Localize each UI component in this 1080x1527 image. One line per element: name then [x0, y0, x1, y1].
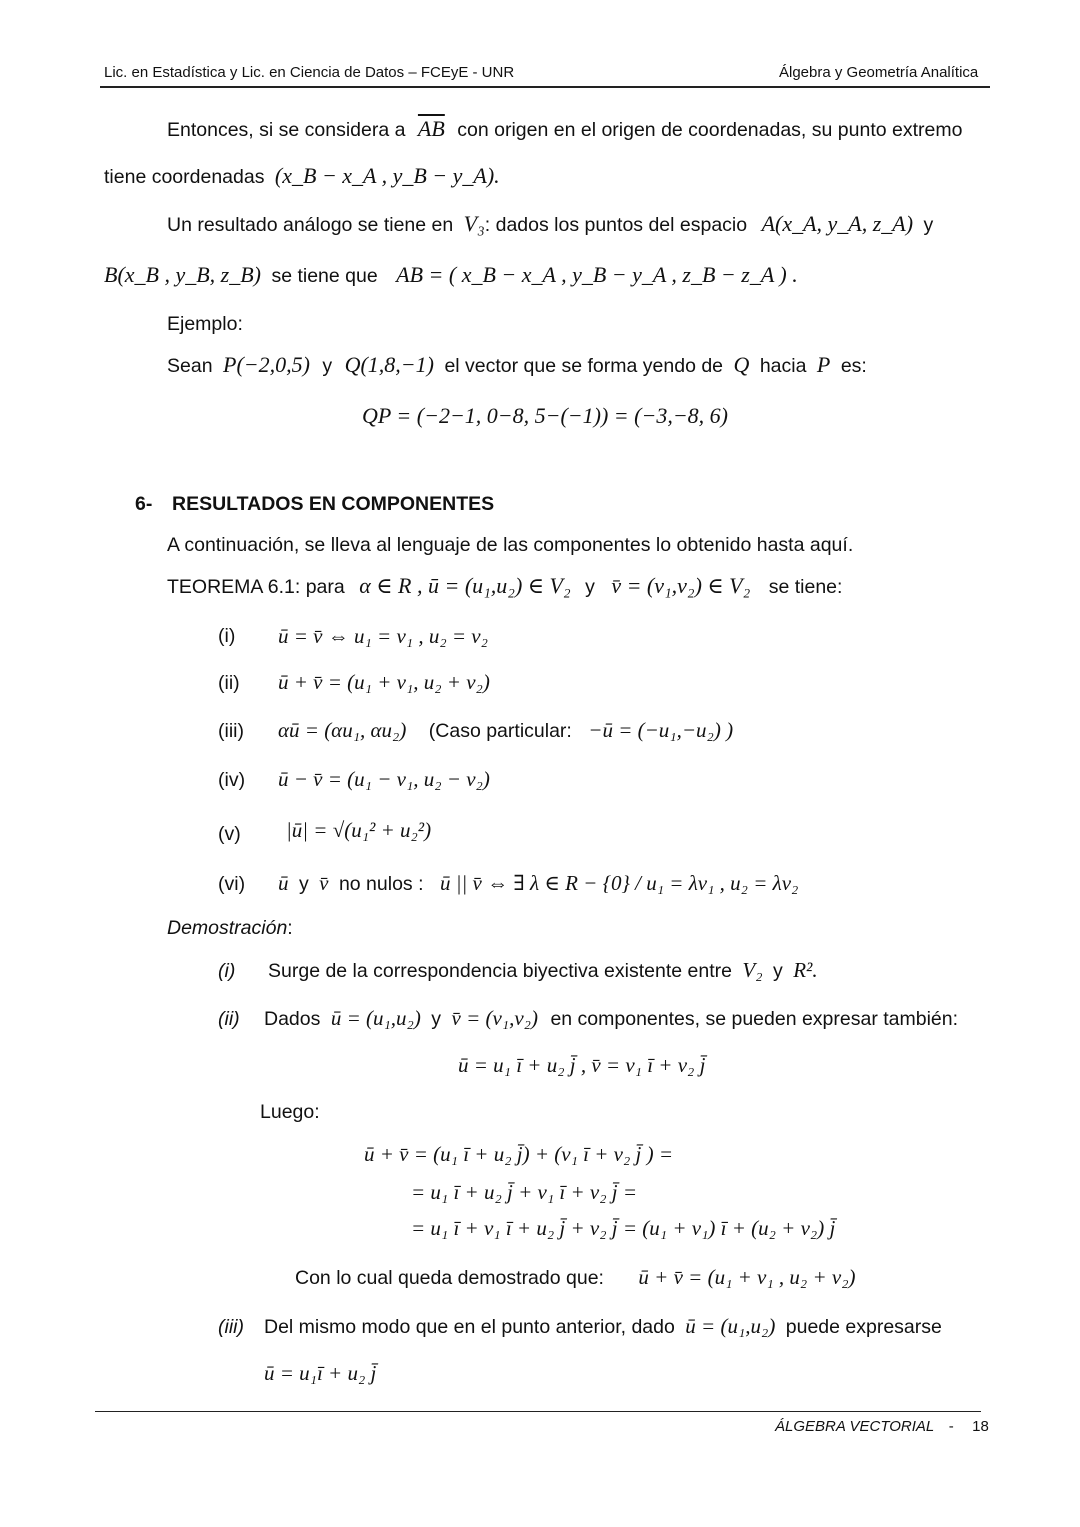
- footer-title: ÁLGEBRA VECTORIAL: [775, 1418, 935, 1435]
- p-math: P: [816, 352, 831, 377]
- conclusion-row: [295, 1265, 856, 1290]
- item-math: αū = (αu₁, αu₂): [278, 718, 407, 742]
- item-vi-row: [278, 871, 798, 896]
- teorema-label: TEOREMA 6.1: para: [167, 576, 345, 598]
- point-a-math: A(x_A, y_A, z_A): [761, 211, 914, 236]
- item-label: (iv): [218, 769, 246, 791]
- demo-i-label: (i): [218, 960, 236, 982]
- sean-text-e: es:: [840, 355, 867, 377]
- teorema-y: y: [585, 576, 595, 598]
- paragraph-ab: [104, 262, 798, 288]
- coords-math: (x_B − x_A , y_B − y_A).: [274, 163, 500, 188]
- item-label: (v): [218, 823, 241, 845]
- demo-i-text: Surge de la correspondencia biyectiva existente entre: [268, 960, 732, 982]
- conclusion-math: ū + v̄ = (u₁ + v₁ , u₂ + v₂): [638, 1265, 856, 1289]
- item-iii-row: [278, 718, 733, 743]
- item-label: (vi): [218, 873, 246, 895]
- demo-iii-u: ū = (u₁,u₂): [685, 1314, 776, 1338]
- header-rule: [100, 86, 990, 88]
- item-vi-text: no nulos :: [338, 873, 424, 895]
- footer: [775, 1418, 989, 1436]
- item-math: ū + v̄ = (u₁ + v₁, u₂ + v₂): [278, 670, 490, 694]
- p1-text-b: con origen en el origen de coordenadas, su punto extremo: [457, 119, 963, 141]
- caso-particular-label: (Caso particular:: [428, 720, 572, 742]
- sum-equation-line-3: = u₁ ī + v₁ ī + u₂ j̄ + v₂ j̄ = (u₁ + v₁) ī + (u₂ + v₂) j̄: [411, 1216, 836, 1240]
- ejemplo-sentence: [167, 352, 867, 378]
- p4-text: se tiene que: [271, 265, 378, 287]
- point-q-math: Q(1,8,−1): [344, 352, 434, 377]
- teorema-statement: [167, 573, 842, 599]
- demo-ii-u: ū = (u₁,u₂): [330, 1006, 421, 1030]
- demo-iii-row: [264, 1314, 942, 1339]
- p3-text-a: Un resultado análogo se tiene en: [167, 214, 454, 236]
- paragraph-intro: [167, 116, 962, 142]
- p1-text-a: Entonces, si se considera a: [167, 119, 406, 141]
- header-left: Lic. en Estadística y Lic. en Ciencia de Datos – FCEyE - UNR: [104, 64, 515, 81]
- teorema-math-1: α ∈ R , ū = (u₁,u₂) ∈ V₂: [359, 573, 571, 598]
- demo-i-row: [268, 958, 818, 983]
- item-vi-math: ū || v̄ ⇔ ∃ λ ∈ R − {0} / u₁ = λv₁ , u₂ = λv₂: [439, 871, 799, 895]
- item-math: |ū| = √(u₁² + u₂²): [286, 818, 432, 842]
- demo-ii-equation: ū = u₁ ī + u₂ j̄ , v̄ = v₁ ī + v₂ j̄: [458, 1053, 706, 1077]
- demo-iii-end: puede expresarse: [785, 1316, 942, 1338]
- sean-text-b: y: [322, 355, 333, 377]
- teorema-end: se tiene:: [768, 576, 843, 598]
- demo-i-y: y: [773, 960, 783, 982]
- demo-title: Demostración: [167, 917, 288, 939]
- ab-formula: AB = ( x_B − x_A , y_B − y_A , z_B − z_A ) .: [396, 262, 798, 287]
- paragraph-v3: [167, 211, 933, 237]
- q-math: Q: [733, 352, 750, 377]
- section-intro: A continuación, se lleva al lenguaje de las componentes lo obtenido hasta aquí.: [167, 534, 854, 556]
- item-math: ū − v̄ = (u₁ − v₁, u₂ − v₂): [278, 767, 490, 791]
- demo-colon: :: [287, 917, 293, 939]
- sum-equation-line-2: = u₁ ī + u₂ j̄ + v₁ ī + v₂ j̄ =: [411, 1180, 638, 1204]
- demo-ii-row: [264, 1006, 958, 1031]
- footer-rule: [95, 1411, 981, 1412]
- page-number: 18: [972, 1418, 989, 1435]
- v3-math: V₃: [463, 211, 485, 236]
- demo-iii-text: Del mismo modo que en el punto anterior, dado: [264, 1316, 675, 1338]
- paragraph-coords: [104, 163, 500, 189]
- demo-ii-v: v̄ = (v₁,v₂): [451, 1006, 538, 1030]
- demo-iii-equation: ū = u₁ī + u₂ j̄: [264, 1361, 377, 1385]
- item-vi-v: v̄: [319, 871, 329, 895]
- luego-label: Luego:: [260, 1101, 320, 1123]
- section-title: RESULTADOS EN COMPONENTES: [172, 493, 495, 515]
- header-right: Álgebra y Geometría Analítica: [779, 64, 979, 81]
- p3-text-b: : dados los puntos del espacio: [484, 214, 748, 236]
- item-math: ū = v̄ ⇔ u₁ = v₁ , u₂ = v₂: [278, 624, 488, 648]
- sean-text-d: hacia: [759, 355, 807, 377]
- section-number: 6-: [135, 493, 153, 515]
- demo-ii-label: (ii): [218, 1008, 240, 1030]
- point-b-math: B(x_B , y_B, z_B): [104, 262, 261, 287]
- vector-ab: $\overline{AB}$: [417, 116, 445, 141]
- item-vi-u: ū: [278, 871, 289, 895]
- demo-ii-text-a: Dados: [264, 1008, 321, 1030]
- item-vi-y: y: [298, 873, 309, 895]
- sum-equation-line-1: ū + v̄ = (u₁ ī + u₂ j̄) + (v₁ ī + v₂ j̄ ) =: [364, 1142, 674, 1166]
- demo-i-v2: V₂: [742, 958, 763, 982]
- caso-particular-math: −ū = (−u₁,−u₂) ): [588, 718, 734, 742]
- item-label: (iii): [218, 720, 244, 742]
- conclusion-text: Con lo cual queda demostrado que:: [295, 1267, 604, 1289]
- demo-iii-label: (iii): [218, 1316, 244, 1338]
- item-label: (i): [218, 625, 236, 647]
- sean-text-c: el vector que se forma yendo de: [444, 355, 724, 377]
- p2-text: tiene coordenadas: [104, 166, 265, 188]
- teorema-math-2: v̄ = (v₁,v₂) ∈ V₂: [611, 573, 751, 598]
- item-label: (ii): [218, 672, 240, 694]
- demo-i-r2: R².: [793, 958, 818, 982]
- sean-text-a: Sean: [167, 355, 213, 377]
- demo-title-row: [167, 917, 293, 940]
- demo-ii-text-b: en componentes, se pueden expresar también:: [550, 1008, 959, 1030]
- ejemplo-label: Ejemplo:: [167, 313, 243, 335]
- qp-equation: QP = (−2−1, 0−8, 5−(−1)) = (−3,−8, 6): [362, 403, 728, 428]
- footer-separator: -: [948, 1418, 954, 1435]
- point-p-math: P(−2,0,5): [223, 352, 310, 377]
- p3-text-c: y: [923, 214, 934, 236]
- demo-ii-y: y: [431, 1008, 442, 1030]
